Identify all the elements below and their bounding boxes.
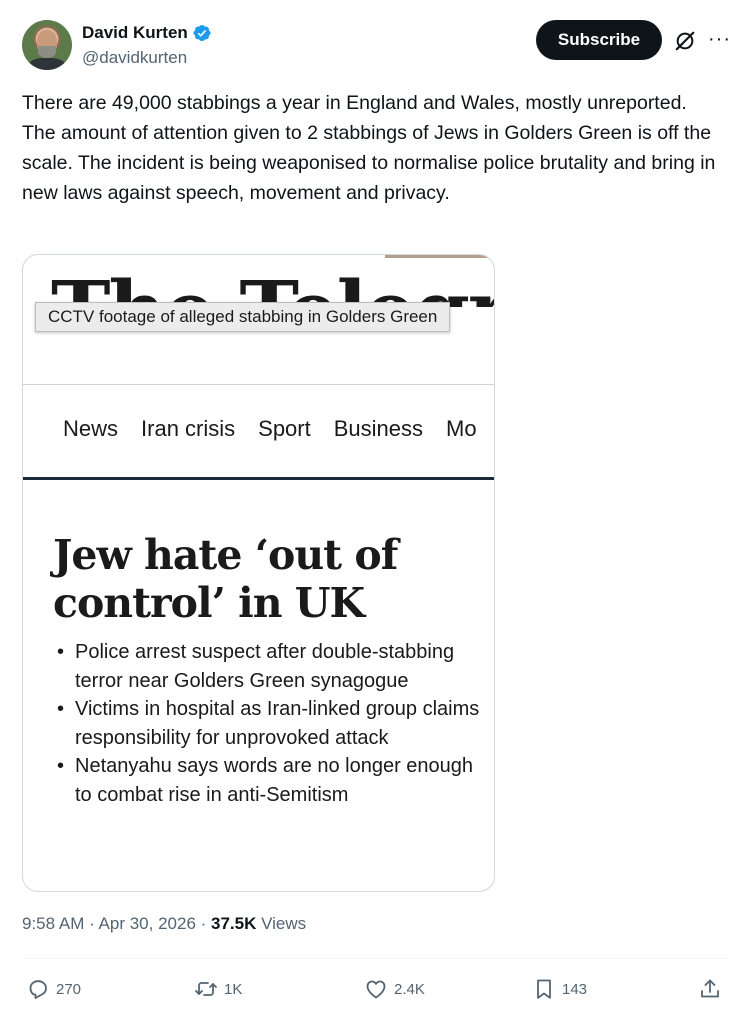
bullet-item: • Victims in hospital as Iran-linked group claims responsibility for unprovoked attack — [57, 695, 487, 752]
newspaper-nav — [23, 386, 495, 480]
nav-item-news: News — [63, 416, 119, 441]
tweet-actions-bar — [22, 958, 730, 1016]
nav-item-more: Mo — [446, 416, 477, 441]
grok-icon[interactable] — [674, 30, 696, 52]
reply-icon — [26, 977, 50, 1001]
repost-icon — [194, 977, 218, 1001]
headline-line-2: control’ in UK — [53, 579, 365, 627]
display-name[interactable]: David Kurten — [82, 23, 188, 42]
bullet-item: • Police arrest suspect after double-stabbing terror near Golders Green synagogue — [57, 638, 487, 695]
author-handle[interactable]: @davidkurten — [82, 48, 188, 67]
nav-item-business: Business — [333, 416, 424, 441]
nav-item-sport: Sport — [258, 416, 311, 441]
meta-separator: · — [84, 914, 99, 933]
headline-line-1: Jew hate ‘out of — [53, 531, 398, 579]
like-button[interactable] — [364, 977, 425, 1001]
bookmark-count: 143 — [562, 980, 588, 998]
bookmark-button[interactable] — [532, 977, 587, 1001]
article-headline — [53, 531, 483, 627]
views-count: 37.5K — [211, 914, 257, 933]
tweet-date[interactable]: Apr 30, 2026 — [98, 914, 196, 933]
share-button[interactable] — [698, 977, 722, 1001]
author-name-row — [82, 23, 212, 43]
bullet-item: • Netanyahu says words are no longer enough to combat rise in anti-Semitism — [57, 752, 487, 809]
article-bullets — [57, 638, 487, 809]
tweet-meta — [22, 914, 306, 934]
share-icon — [698, 977, 722, 1001]
bookmark-icon — [532, 977, 556, 1001]
tweet-media-image[interactable] — [22, 254, 495, 892]
like-count: 2.4K — [394, 980, 425, 998]
video-tooltip: CCTV footage of alleged stabbing in Golders Green — [35, 302, 450, 332]
repost-count: 1K — [224, 980, 243, 998]
reply-button[interactable] — [26, 977, 81, 1001]
subscribe-button[interactable]: Subscribe — [536, 20, 662, 60]
views-label: Views — [256, 914, 307, 933]
avatar[interactable] — [22, 20, 72, 70]
tweet-header — [22, 20, 732, 72]
nav-item-iran-crisis: Iran crisis — [141, 416, 236, 441]
tweet-text: There are 49,000 stabbings a year in England and Wales, mostly unreported. The amount of attention given to 2 stabbings of Jews in Golders Green is off the scale. The incident is being weaponised to normalise police brutality and bring in new laws against speech, movement and privacy. — [22, 92, 716, 204]
meta-separator: · — [195, 914, 212, 933]
repost-button[interactable] — [194, 977, 242, 1001]
more-options-icon[interactable]: ··· — [708, 28, 731, 50]
verified-badge-icon — [192, 23, 212, 43]
tweet-time[interactable]: 9:58 AM — [22, 914, 85, 933]
reply-count: 270 — [56, 980, 82, 998]
heart-icon — [364, 977, 388, 1001]
